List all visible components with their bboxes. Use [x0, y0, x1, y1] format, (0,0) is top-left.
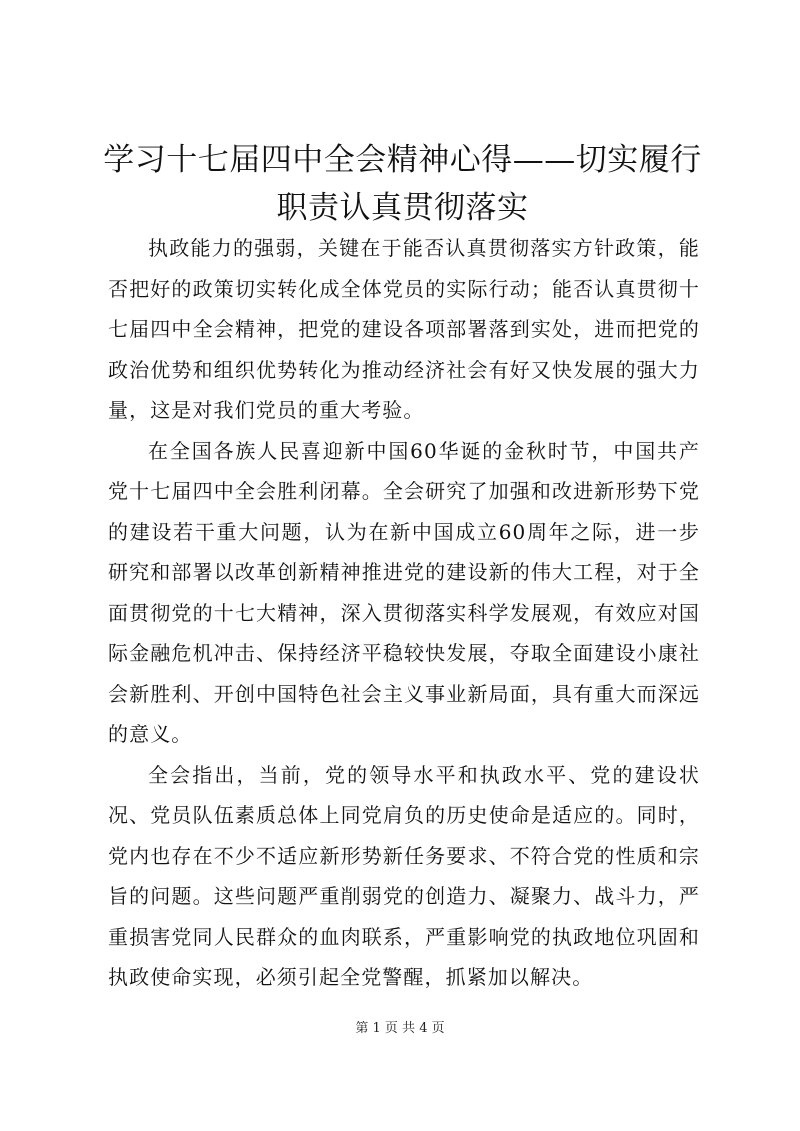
paragraph-3: 全会指出，当前，党的领导水平和执政水平、党的建设状况、党员队伍素质总体上同党肩负的历史使命是适应的。同时，党内也存在不少不适应新形势新任务要求、不符合党的性质和宗旨的问题。这些问题严重削弱党的创造力、凝聚力、战斗力，严重损害党同人民群众的血肉联系，严重影响党的执政地位巩固和执政使命实现，必须引起全党警醒，抓紧加以解决。 [108, 762, 700, 989]
paragraph-2: 在全国各族人民喜迎新中国60华诞的金秋时节，中国共产党十七届四中全会胜利闭幕。全会研究了加强和改进新形势下党的建设若干重大问题，认为在新中国成立60周年之际，进一步研究和部署以改革创新精神推进党的建设新的伟大工程，对于全面贯彻党的十七大精神，深入贯彻落实科学发展观，有效应对国际金融危机冲击、保持经济平稳较快发展，夺取全面建设小康社会新胜利、开创中国特色社会主义事业新局面，具有重大而深远的意义。 [108, 438, 700, 746]
page-footer: 第 1 页 共 4 页 [355, 1021, 445, 1036]
document-title: 学习十七届四中全会精神心得——切实履行职责认真贯彻落实 [103, 142, 702, 226]
document-body [108, 228, 700, 998]
paragraph-1: 执政能力的强弱，关键在于能否认真贯彻落实方针政策，能否把好的政策切实转化成全体党员的实际行动；能否认真贯彻十七届四中全会精神，把党的建设各项部署落到实处，进而把党的政治优势和组织优势转化为推动经济社会有好又快发展的强大力量，这是对我们党员的重大考验。 [108, 236, 700, 422]
